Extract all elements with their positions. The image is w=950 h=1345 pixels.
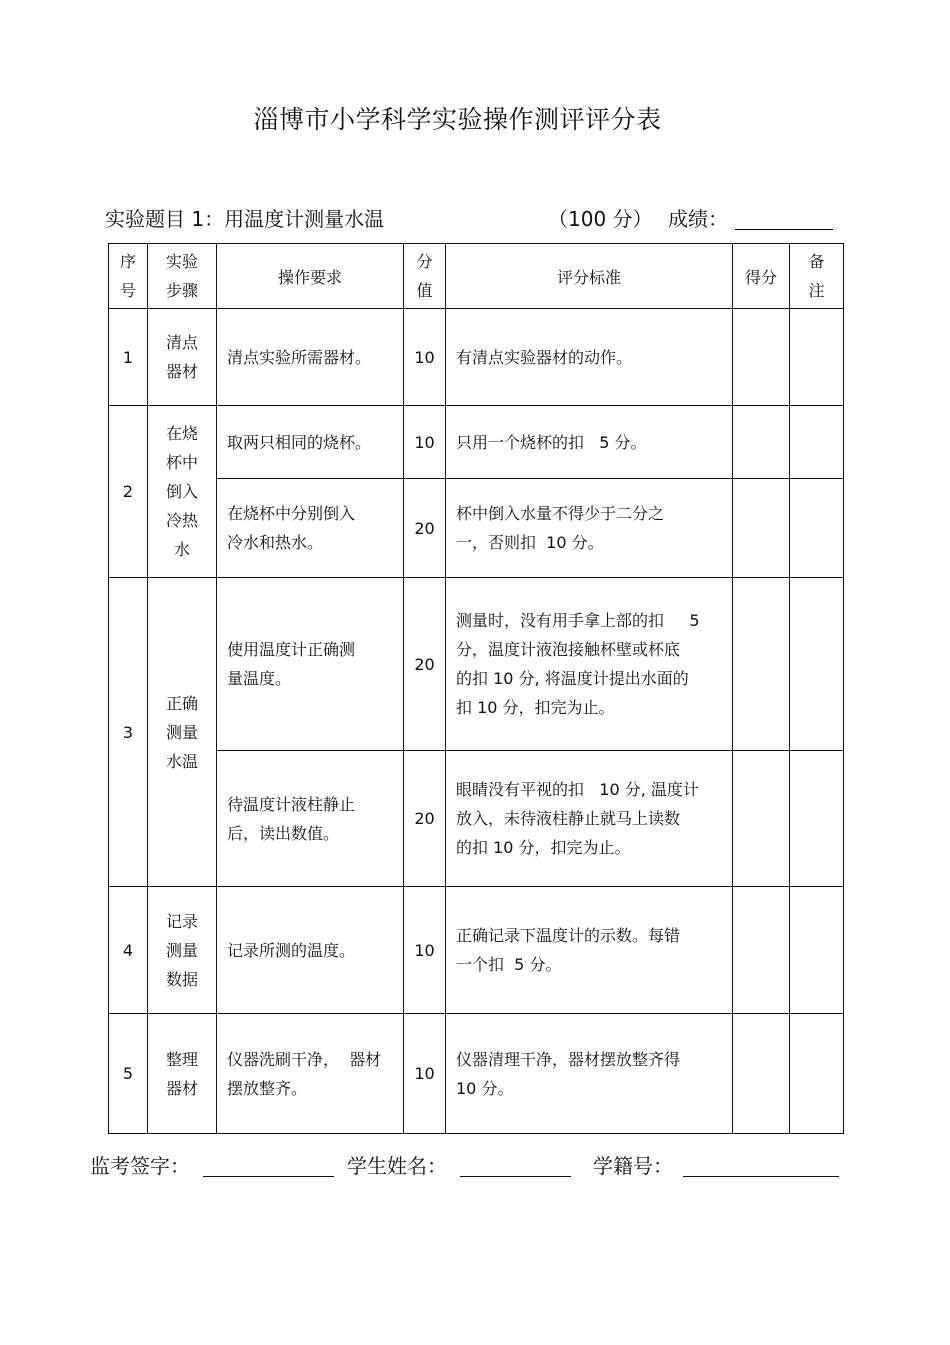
row-number: 2 bbox=[109, 406, 148, 578]
table-row bbox=[109, 1014, 844, 1134]
note-cell[interactable] bbox=[790, 309, 844, 406]
standard-cell: 杯中倒入水量不得少于二分之 一，否则扣 10 分。 bbox=[446, 479, 733, 578]
header-standard: 评分标准 bbox=[446, 244, 733, 309]
student-name-label: 学生姓名： bbox=[347, 1154, 447, 1178]
grade-blank[interactable] bbox=[735, 229, 833, 230]
step-cell: 整理 器材 bbox=[148, 1014, 217, 1134]
header-requirement: 操作要求 bbox=[217, 244, 404, 309]
note-cell[interactable] bbox=[790, 479, 844, 578]
value-cell: 10 bbox=[404, 1014, 446, 1134]
step-cell: 记录 测量 数据 bbox=[148, 887, 217, 1014]
standard-cell: 仪器清理干净，器材摆放整齐得 10 分。 bbox=[446, 1014, 733, 1134]
header-row bbox=[109, 244, 844, 309]
header-step: 实验 步骤 bbox=[148, 244, 217, 309]
requirement-cell: 记录所测的温度。 bbox=[217, 887, 404, 1014]
row-number: 4 bbox=[109, 887, 148, 1014]
requirement-cell: 使用温度计正确测 量温度。 bbox=[217, 578, 404, 751]
subtitle-row bbox=[105, 203, 845, 235]
proctor-signature-blank[interactable] bbox=[203, 1176, 334, 1177]
step-cell: 在烧 杯中 倒入 冷热 水 bbox=[148, 406, 217, 578]
score-input-cell[interactable] bbox=[733, 578, 790, 751]
table-row bbox=[109, 406, 844, 479]
standard-cell: 正确记录下温度计的示数。每错 一个扣 5 分。 bbox=[446, 887, 733, 1014]
header-num: 序 号 bbox=[109, 244, 148, 309]
note-cell[interactable] bbox=[790, 887, 844, 1014]
signature-footer bbox=[90, 1150, 850, 1180]
requirement-cell: 取两只相同的烧杯。 bbox=[217, 406, 404, 479]
row-number: 1 bbox=[109, 309, 148, 406]
standard-cell: 有清点实验器材的动作。 bbox=[446, 309, 733, 406]
score-input-cell[interactable] bbox=[733, 751, 790, 887]
value-cell: 20 bbox=[404, 578, 446, 751]
row-number: 3 bbox=[109, 578, 148, 887]
score-input-cell[interactable] bbox=[733, 309, 790, 406]
page-title: 淄博市小学科学实验操作测评评分表 bbox=[253, 105, 662, 134]
table-row bbox=[109, 309, 844, 406]
score-input-cell[interactable] bbox=[733, 406, 790, 479]
value-cell: 20 bbox=[404, 751, 446, 887]
requirement-cell: 待温度计液柱静止 后，读出数值。 bbox=[217, 751, 404, 887]
note-cell[interactable] bbox=[790, 1014, 844, 1134]
standard-cell: 眼睛没有平视的扣 10 分, 温度计 放入，未待液柱静止就马上读数 的扣 10 分，扣完为止。 bbox=[446, 751, 733, 887]
standard-cell: 只用一个烧杯的扣 5 分。 bbox=[446, 406, 733, 479]
score-input-cell[interactable] bbox=[733, 479, 790, 578]
experiment-title: 实验题目 1：用温度计测量水温 bbox=[105, 207, 385, 231]
total-score: （100 分） bbox=[548, 207, 653, 231]
header-value: 分 值 bbox=[404, 244, 446, 309]
student-id-blank[interactable] bbox=[683, 1176, 839, 1177]
requirement-cell: 仪器洗刷干净， 器材 摆放整齐。 bbox=[217, 1014, 404, 1134]
requirement-cell: 清点实验所需器材。 bbox=[217, 309, 404, 406]
header-got: 得分 bbox=[733, 244, 790, 309]
table-row bbox=[109, 479, 844, 578]
note-cell[interactable] bbox=[790, 406, 844, 479]
note-cell[interactable] bbox=[790, 578, 844, 751]
student-id-label: 学籍号： bbox=[593, 1154, 673, 1178]
value-cell: 10 bbox=[404, 887, 446, 1014]
scoring-table bbox=[108, 243, 844, 1134]
step-cell: 正确 测量 水温 bbox=[148, 578, 217, 887]
grade-label: 成绩： bbox=[668, 207, 728, 231]
table-row bbox=[109, 578, 844, 751]
student-name-blank[interactable] bbox=[460, 1176, 571, 1177]
table-row bbox=[109, 887, 844, 1014]
requirement-cell: 在烧杯中分别倒入 冷水和热水。 bbox=[217, 479, 404, 578]
proctor-label: 监考签字： bbox=[90, 1154, 190, 1178]
score-input-cell[interactable] bbox=[733, 1014, 790, 1134]
step-cell: 清点 器材 bbox=[148, 309, 217, 406]
row-number: 5 bbox=[109, 1014, 148, 1134]
value-cell: 10 bbox=[404, 309, 446, 406]
value-cell: 10 bbox=[404, 406, 446, 479]
header-note: 备 注 bbox=[790, 244, 844, 309]
standard-cell: 测量时，没有用手拿上部的扣 5 分，温度计液泡接触杯壁或杯底 的扣 10 分, 将温度计提出水面的 扣 10 分，扣完为止。 bbox=[446, 578, 733, 751]
value-cell: 20 bbox=[404, 479, 446, 578]
table-row bbox=[109, 751, 844, 887]
score-input-cell[interactable] bbox=[733, 887, 790, 1014]
note-cell[interactable] bbox=[790, 751, 844, 887]
